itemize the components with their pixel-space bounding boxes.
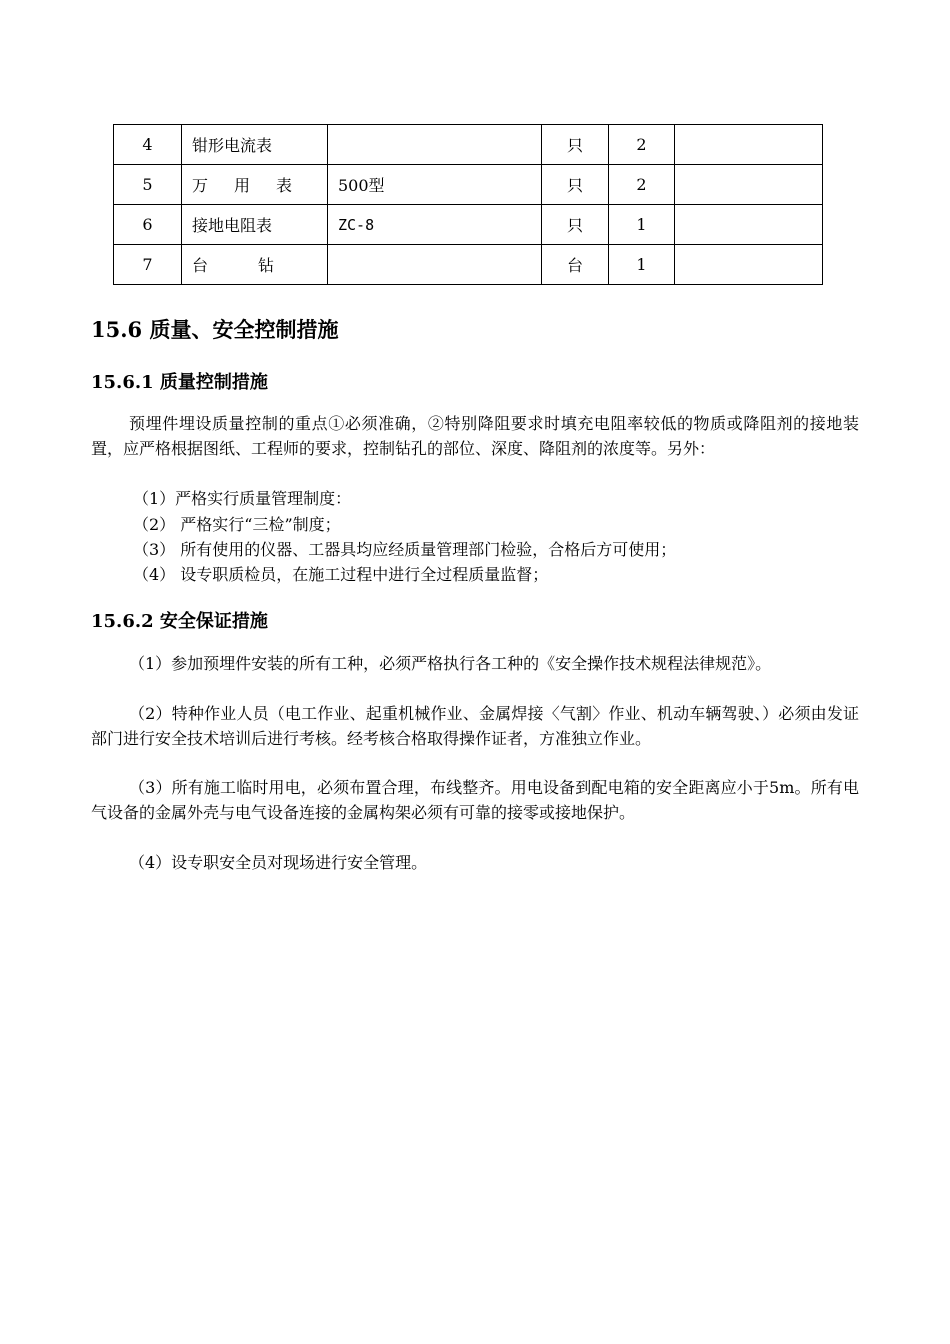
quality-list-item: （4） 设专职质检员，在施工过程中进行全过程质量监督； bbox=[133, 565, 549, 584]
table-row bbox=[114, 245, 823, 285]
equipment-remark bbox=[675, 245, 823, 285]
safety-paragraph: （3）所有施工临时用电，必须布置合理，布线整齐。用电设备到配电箱的安全距离应小于5m。所有电气设备的金属外壳与电气设备连接的金属构架必须有可靠的接零或接地保护。 bbox=[91, 778, 859, 822]
equipment-unit: 台 bbox=[542, 245, 609, 285]
safety-paragraph: （1）参加预埋件安装的所有工种，必须严格执行各工种的《安全操作技术规程法律规范》。 bbox=[129, 654, 772, 673]
equipment-remark bbox=[675, 125, 823, 165]
equipment-remark bbox=[675, 165, 823, 205]
equipment-unit: 只 bbox=[542, 125, 609, 165]
equipment-quantity: 1 bbox=[609, 205, 675, 245]
equipment-model bbox=[328, 245, 542, 285]
subsection-heading-safety: 15.6.2 安全保证措施 bbox=[91, 611, 268, 632]
equipment-quantity: 1 bbox=[609, 245, 675, 285]
equipment-quantity: 2 bbox=[609, 165, 675, 205]
section-heading: 15.6 质量、安全控制措施 bbox=[91, 317, 339, 342]
table-row bbox=[114, 165, 823, 205]
equipment-table bbox=[113, 124, 823, 285]
equipment-model bbox=[328, 125, 542, 165]
quality-intro-paragraph: 预埋件埋设质量控制的重点①必须准确，②特别降阻要求时填充电阻率较低的物质或降阻剂的接地装置，应严格根据图纸、工程师的要求，控制钻孔的部位、深度、降阻剂的浓度等。另外： bbox=[91, 414, 859, 458]
subsection-heading-quality: 15.6.1 质量控制措施 bbox=[91, 372, 268, 393]
equipment-remark bbox=[675, 205, 823, 245]
row-number: 5 bbox=[114, 165, 182, 205]
safety-paragraph: （2）特种作业人员（电工作业、起重机械作业、金属焊接〈气割〉作业、机动车辆驾驶、）必须由发证部门进行安全技术培训后进行考核。经考核合格取得操作证者，方准独立作业。 bbox=[91, 704, 859, 748]
row-number: 6 bbox=[114, 205, 182, 245]
equipment-name: 接地电阻表 bbox=[182, 205, 328, 245]
row-number: 7 bbox=[114, 245, 182, 285]
quality-list-item: （3） 所有使用的仪器、工器具均应经质量管理部门检验，合格后方可使用； bbox=[133, 540, 677, 559]
table-row bbox=[114, 205, 823, 245]
equipment-model: ZC-8 bbox=[328, 205, 542, 245]
equipment-name: 钳形电流表 bbox=[182, 125, 328, 165]
equipment-unit: 只 bbox=[542, 165, 609, 205]
quality-list-item: （2） 严格实行“三检”制度； bbox=[133, 515, 341, 534]
equipment-name: 万用表 bbox=[182, 165, 328, 205]
quality-list-item: （1）严格实行质量管理制度： bbox=[133, 489, 352, 508]
safety-paragraph: （4）设专职安全员对现场进行安全管理。 bbox=[129, 853, 428, 872]
equipment-quantity: 2 bbox=[609, 125, 675, 165]
equipment-model: 500型 bbox=[328, 165, 542, 205]
equipment-name: 台钻 bbox=[182, 245, 328, 285]
equipment-unit: 只 bbox=[542, 205, 609, 245]
row-number: 4 bbox=[114, 125, 182, 165]
table-row bbox=[114, 125, 823, 165]
